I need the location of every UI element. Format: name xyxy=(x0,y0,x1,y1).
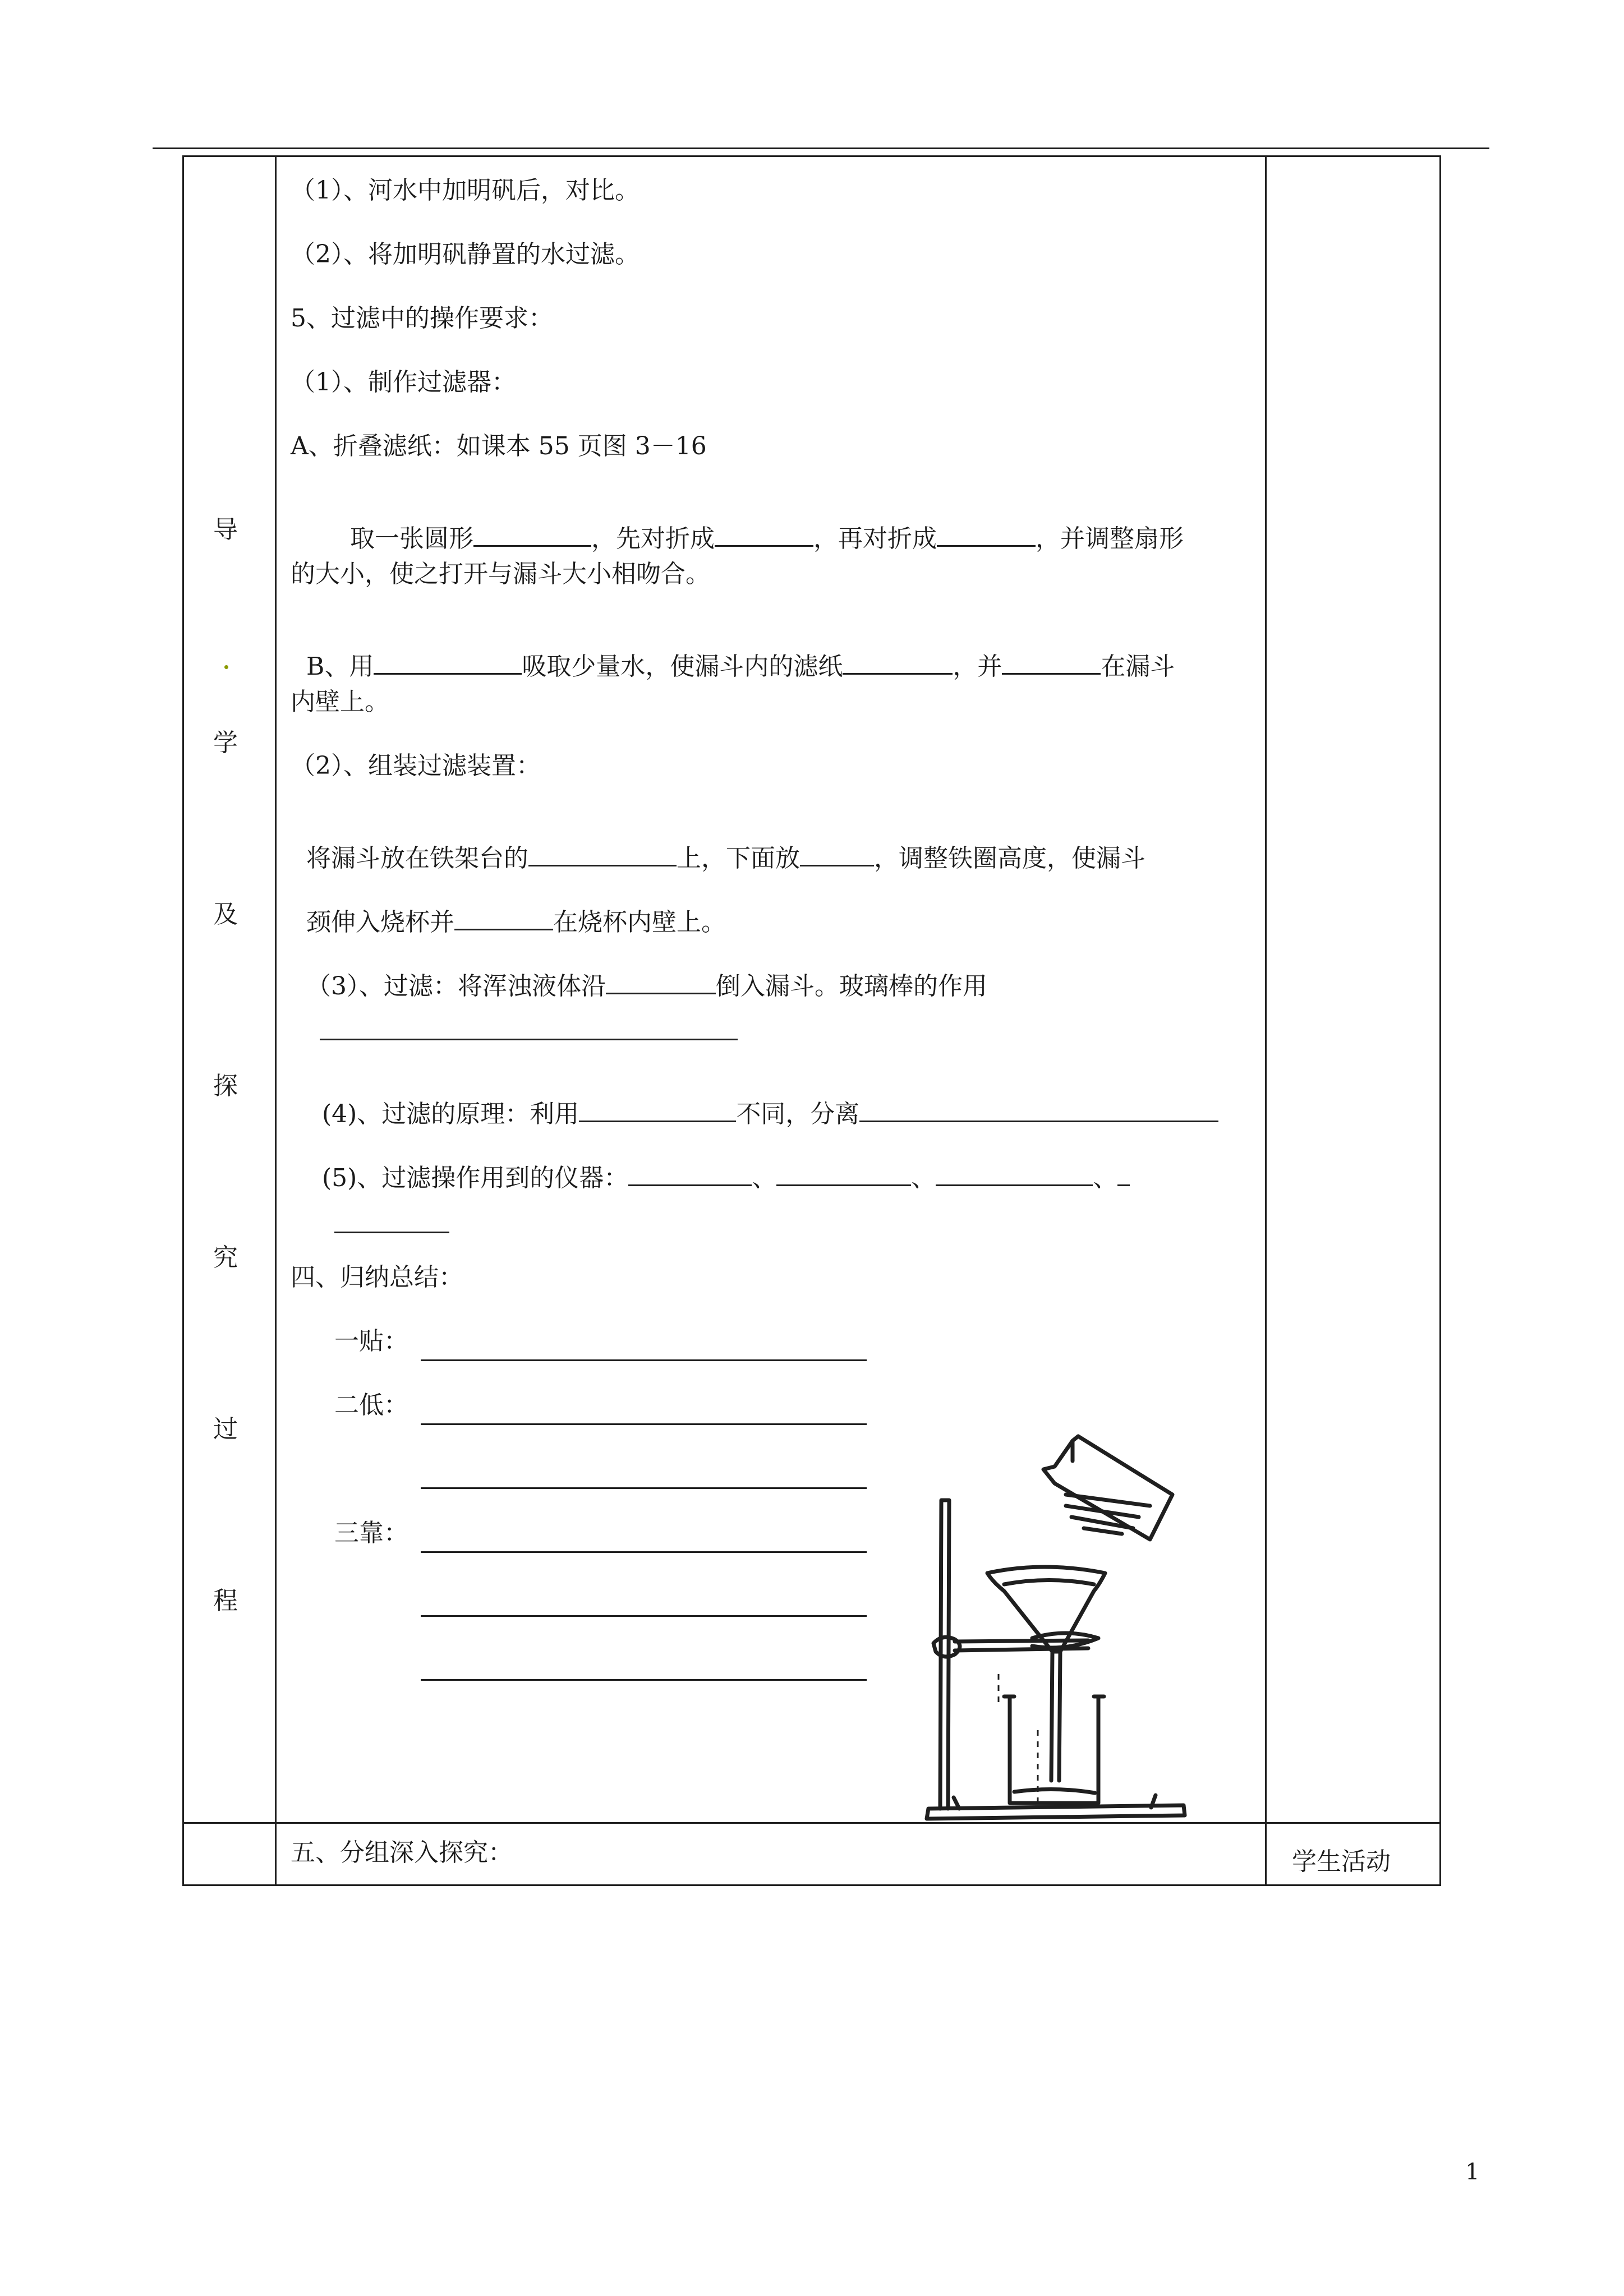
text-segment: ，并调整扇形 xyxy=(1035,524,1184,553)
table-row-divider xyxy=(182,1822,1441,1824)
blank[interactable] xyxy=(528,842,677,866)
text-line: （1）、河水中加明矾后，对比。 xyxy=(291,176,640,205)
summary-label: 二低： xyxy=(334,1391,408,1419)
text-line: 内壁上。 xyxy=(291,688,389,716)
table-border-left xyxy=(182,155,184,1886)
blank[interactable] xyxy=(473,523,591,547)
section-heading: 五、分组深入探究： xyxy=(291,1838,513,1867)
text-line: （2）、将加明矾静置的水过滤。 xyxy=(291,240,640,269)
answer-line[interactable] xyxy=(421,1551,867,1553)
blank[interactable] xyxy=(579,1098,736,1122)
blank[interactable] xyxy=(1117,1162,1130,1186)
text-line: （1）、制作过滤器： xyxy=(291,368,516,397)
blank[interactable] xyxy=(936,1162,1093,1186)
blank[interactable] xyxy=(454,906,553,930)
text-segment: 颈伸入烧杯并 xyxy=(306,908,454,937)
blank[interactable] xyxy=(606,970,716,994)
blank[interactable] xyxy=(374,651,522,675)
answer-line[interactable] xyxy=(334,1232,449,1233)
blank[interactable] xyxy=(628,1162,752,1186)
text-line: 四、归纳总结： xyxy=(291,1263,463,1292)
text-segment: ，再对折成 xyxy=(813,524,937,553)
text-segment: ，并 xyxy=(953,652,1002,681)
text-segment: (4)、过滤的原理：利用 xyxy=(321,1100,579,1128)
blank[interactable] xyxy=(843,651,953,675)
text-segment: 、 xyxy=(1093,1164,1118,1192)
text-segment: 、 xyxy=(911,1164,936,1192)
text-segment: 倒入漏斗。玻璃棒的作用 xyxy=(715,972,987,1001)
page-number: 1 xyxy=(1465,2159,1480,2185)
text-line: （2）、组装过滤装置： xyxy=(291,751,541,780)
blank[interactable] xyxy=(937,523,1036,547)
text-segment: （3）、过滤：将浑浊液体沿 xyxy=(306,972,606,1001)
side-label-char: 导 xyxy=(213,515,238,544)
side-label-char: 程 xyxy=(213,1587,238,1615)
dot-mark xyxy=(224,665,228,669)
text-line: 5、过滤中的操作要求： xyxy=(291,304,553,333)
summary-label: 三靠： xyxy=(334,1519,408,1547)
student-activity-label: 学生活动 xyxy=(1292,1847,1391,1876)
side-label-char: 过 xyxy=(213,1415,238,1444)
text-line: 的大小，使之打开与漏斗大小相吻合。 xyxy=(291,560,710,588)
answer-line[interactable] xyxy=(421,1359,867,1361)
side-label-char: 究 xyxy=(213,1243,238,1272)
answer-line[interactable] xyxy=(421,1615,867,1617)
table-border-top xyxy=(182,155,1441,157)
text-segment: ，先对折成 xyxy=(591,524,715,553)
text-segment: ，调整铁圈高度，使漏斗 xyxy=(873,844,1145,873)
answer-line[interactable] xyxy=(421,1679,867,1681)
blank[interactable] xyxy=(1002,651,1101,675)
fill-in-line xyxy=(291,882,726,935)
blank[interactable] xyxy=(800,842,874,866)
text-segment: 在烧杯内壁上。 xyxy=(553,908,726,937)
fill-in-line xyxy=(291,946,987,999)
blank[interactable] xyxy=(859,1098,1218,1122)
filtration-apparatus-illustration xyxy=(920,1416,1200,1831)
summary-label: 一贴： xyxy=(334,1327,408,1356)
answer-line[interactable] xyxy=(421,1423,867,1425)
text-segment: 在漏斗 xyxy=(1101,652,1175,681)
text-segment: 将漏斗放在铁架台的 xyxy=(306,844,528,873)
side-label-char: 及 xyxy=(213,900,238,929)
table-divider-2 xyxy=(1265,155,1267,1886)
blank[interactable] xyxy=(776,1162,911,1186)
text-segment: B、用 xyxy=(306,652,374,681)
text-segment: (5)、过滤操作用到的仪器： xyxy=(321,1164,629,1192)
table-border-bottom xyxy=(182,1884,1441,1886)
side-label-char: 探 xyxy=(213,1072,238,1100)
table-divider-1 xyxy=(275,155,277,1886)
text-segment: 取一张圆形 xyxy=(349,524,473,553)
text-line: A、折叠滤纸：如课本 55 页图 3－16 xyxy=(291,432,707,460)
fill-in-line xyxy=(291,626,1175,679)
table-border-right xyxy=(1439,155,1441,1886)
fill-in-line xyxy=(306,1073,1218,1127)
side-label-char: 学 xyxy=(213,729,238,757)
blank[interactable] xyxy=(715,523,813,547)
text-segment: 、 xyxy=(752,1164,777,1192)
text-segment: 上，下面放 xyxy=(676,844,800,873)
answer-line[interactable] xyxy=(421,1487,867,1489)
header-rule xyxy=(153,147,1489,149)
fill-in-line xyxy=(291,818,1145,871)
answer-line[interactable] xyxy=(320,1039,738,1040)
fill-in-line xyxy=(334,498,1184,551)
text-segment: 吸取少量水，使漏斗内的滤纸 xyxy=(522,652,843,681)
text-segment: 不同，分离 xyxy=(736,1100,860,1128)
fill-in-line xyxy=(306,1137,1130,1191)
